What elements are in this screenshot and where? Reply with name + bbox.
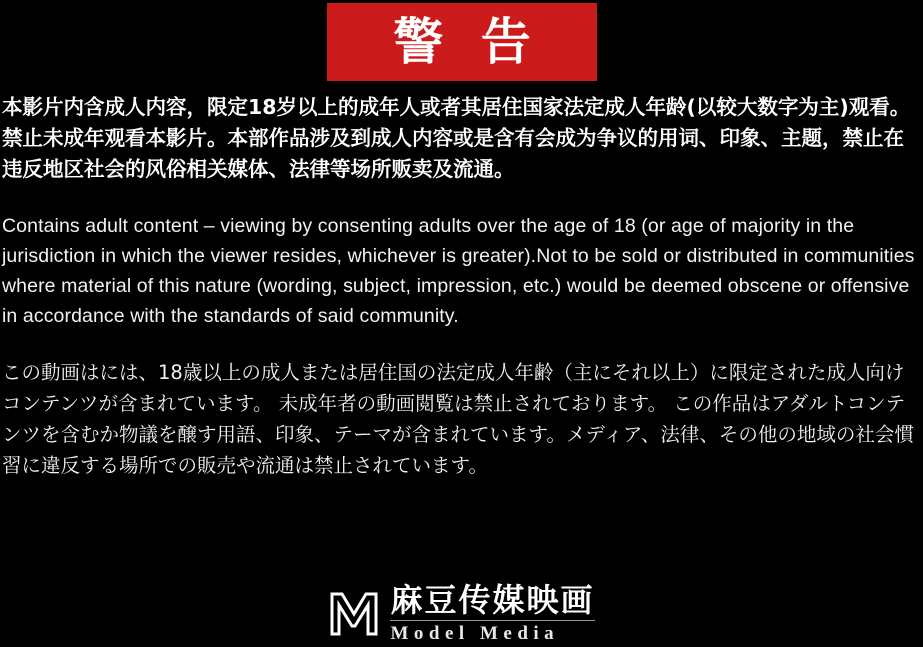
brand-wordmark bbox=[390, 580, 595, 644]
warning-banner-label: 警 告 bbox=[393, 13, 541, 71]
paragraph-spacer bbox=[0, 185, 923, 211]
notice-paragraph-english: Contains adult content – viewing by consenting adults over the age of 18 (or age of majority in the jurisdiction in which the viewer resides, whichever is greater).Not to be sold or distributed in communities where material of this nature (wording, subject, impression, etc.) would be deemed obscene or offensive in accordance with the standards of said community. bbox=[2, 215, 915, 327]
notice-paragraph-chinese: 本影片内含成人内容，限定18岁以上的成年人或者其居住国家法定成人年龄(以较大数字为主)观看。禁止未成年观看本影片。本部作品涉及到成人内容或是含有会成为争议的用词、印象、主题，禁止在违反地区社会的风俗相关媒体、法律等场所贩卖及流通。 bbox=[2, 95, 911, 181]
brand-name-chinese: 麻豆传媒映画 bbox=[390, 580, 595, 619]
warning-banner bbox=[327, 3, 597, 81]
m-monogram-icon bbox=[328, 588, 380, 638]
brand-divider bbox=[390, 620, 594, 621]
brand-name-english: Model Media bbox=[390, 622, 560, 644]
paragraph-spacer bbox=[0, 331, 923, 357]
notice-paragraph-japanese: この動画はには、18歳以上の成人または居住国の法定成人年齢（主にそれ以上）に限定された成人向けコンテンツが含まれています。 未成年者の動画閲覧は禁止されております。 この作品はアダルトコンテンツを含むか物議を醸す用語、印象、テーマが含まれています。メディア、法律、その他の地域の社会慣習に違反する場所での販売や流通は禁止されています。 bbox=[2, 361, 914, 477]
brand-logo bbox=[0, 581, 923, 645]
notice-content bbox=[0, 92, 923, 481]
